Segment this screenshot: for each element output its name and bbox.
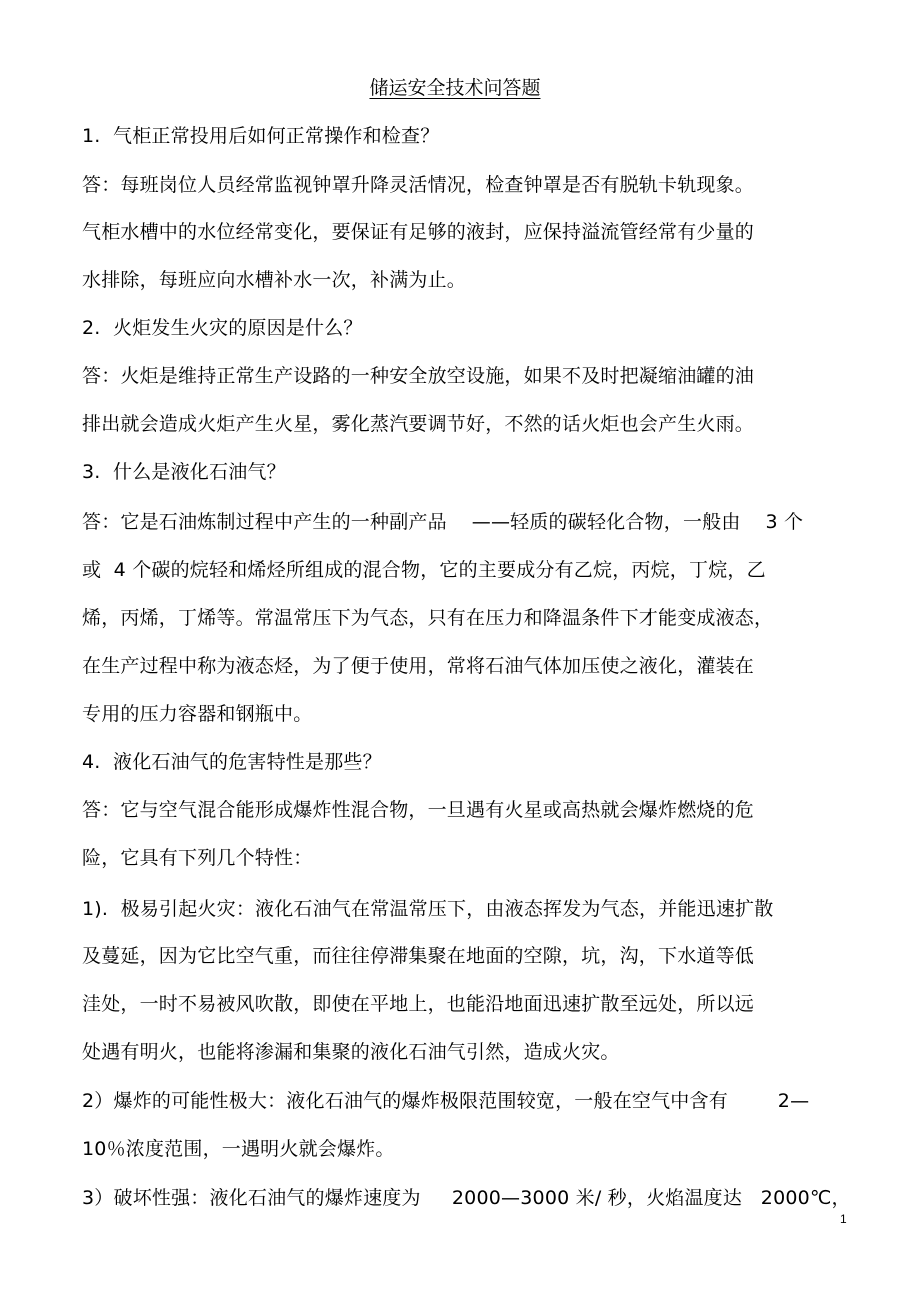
- list-item-1: 1). 极易引起火灾：液化石油气在常温常压下，由液态挥发为气态，并能迅速扩散: [82, 898, 774, 920]
- list-item-3: 3）破坏性强：液化石油气的爆炸速度为 2000—3000 米/ 秒，火焰温度达 2000℃，: [82, 1187, 851, 1209]
- answer-line: 在生产过程中称为液态烃，为了便于使用，常将石油气体加压使之液化，灌装在: [82, 655, 755, 677]
- answer-line: 答：火炬是维持正常生产设路的一种安全放空设施，如果不及时把凝缩油罐的油: [82, 365, 755, 387]
- answer-line: 或 4 个碳的烷轻和烯烃所组成的混合物，它的主要成分有乙烷，丙烷，丁烷，乙: [82, 559, 766, 581]
- answer-line: 洼处，一时不易被风吹散，即使在平地上，也能沿地面迅速扩散至远处，所以远: [82, 993, 755, 1015]
- document-title: 储运安全技术问答题: [369, 77, 541, 99]
- question-4: 4. 液化石油气的危害特性是那些？: [82, 751, 382, 773]
- answer-line: 水排除，每班应向水槽补水一次，补满为止。: [82, 269, 467, 291]
- answer-line: 专用的压力容器和钢瓶中。: [82, 703, 313, 725]
- question-1: 1. 气柜正常投用后如何正常操作和检查？: [82, 125, 440, 147]
- list-item-2: 2）爆炸的可能性极大：液化石油气的爆炸极限范围较宽，一般在空气中含有 2—: [82, 1090, 810, 1112]
- answer-line: 10％浓度范围，一遇明火就会爆炸。: [82, 1138, 395, 1160]
- answer-line: 险，它具有下列几个特性：: [82, 847, 313, 869]
- question-2: 2. 火炬发生火灾的原因是什么？: [82, 317, 363, 339]
- answer-line: 及蔓延，因为它比空气重，而往往停滞集聚在地面的空隙，坑，沟，下水道等低: [82, 945, 755, 967]
- answer-line: 气柜水槽中的水位经常变化，要保证有足够的液封，应保持溢流管经常有少量的: [82, 221, 755, 243]
- answer-line: 答：它与空气混合能形成爆炸性混合物，一旦遇有火星或高热就会爆炸燃烧的危: [82, 799, 755, 821]
- answer-line: 处遇有明火，也能将渗漏和集聚的液化石油气引然，造成火灾。: [82, 1041, 620, 1063]
- answer-line: 答：它是石油炼制过程中产生的一种副产品 ——轻质的碳轻化合物，一般由 3 个: [82, 511, 804, 533]
- answer-line: 答：每班岗位人员经常监视钟罩升降灵活情况，检查钟罩是否有脱轨卡轨现象。: [82, 174, 755, 196]
- question-3: 3. 什么是液化石油气？: [82, 461, 286, 483]
- answer-line: 排出就会造成火炬产生火星，雾化蒸汽要调节好，不然的话火炬也会产生火雨。: [82, 413, 755, 435]
- answer-line: 烯，丙烯，丁烯等。常温常压下为气态，只有在压力和降温条件下才能变成液态，: [82, 607, 774, 629]
- page-number: 1: [840, 1212, 847, 1226]
